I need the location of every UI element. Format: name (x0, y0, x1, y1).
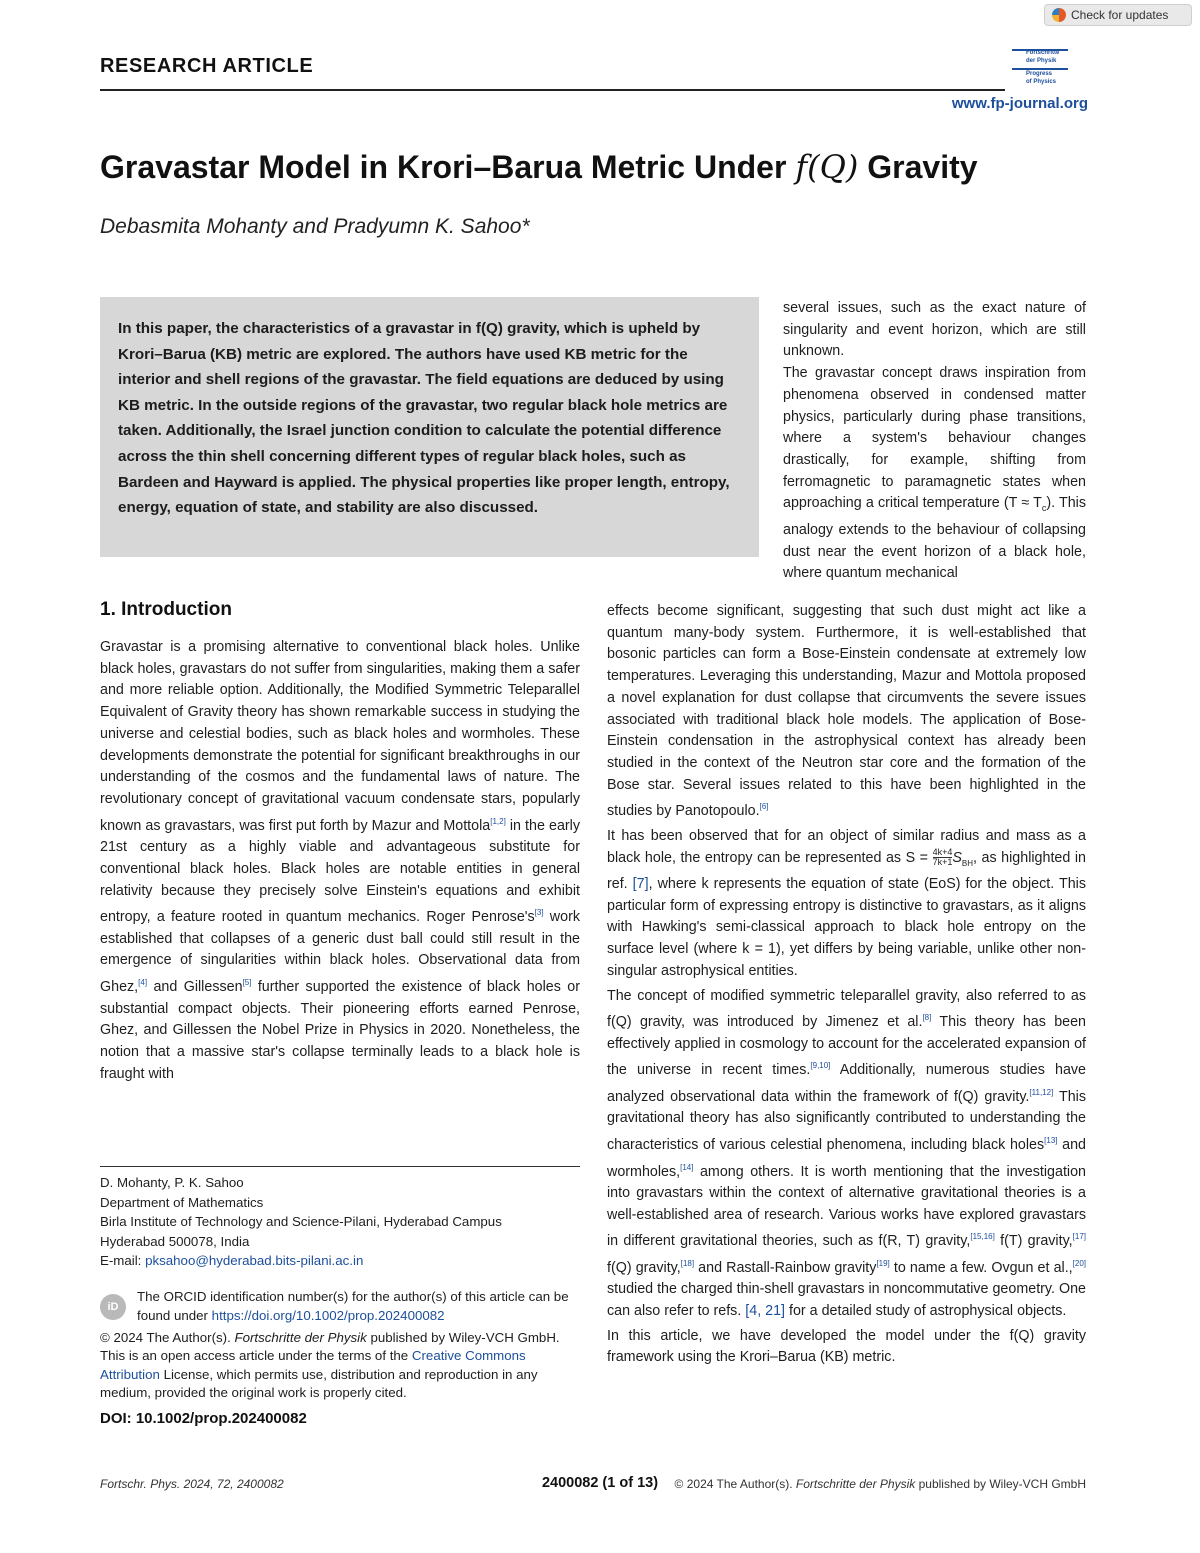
citation-link[interactable]: [8] (922, 1013, 932, 1023)
affiliation-department: Department of Mathematics (100, 1194, 264, 1210)
paragraph-gravastar-concept: The gravastar concept draws inspiration from phenomena observed in condensed matter physics, particularly during phase transitions, where a system's behaviour changes drastically, for example, shifting from ferromagnetic to paramagnetic states when approaching a critical temperature $(T \approx T_c)$. This analogy extends to the behaviour of collapsing dust near the event horizon of a black hole, where quantum mechanical (783, 365, 1086, 582)
abstract-text: In this paper, the characteristics of a gravastar in f(Q) gravity, which is upheld by Krori–Barua (KB) metric are explored. The authors have used KB metric for the interior and shell regions of the gravastar. The field equations are deduced by using KB metric. In the outside regions of the gravastar, two regular black hole metrics are taken. Additionally, the Israel junction condition to calculate the potential difference across the thin shell concerning different types of regular black holes, such as Bardeen and Hayward is applied. The physical properties like proper length, entropy, energy, equation of state, and stability are also discussed. (118, 320, 730, 517)
paragraph-fq-gravity: The concept of modified symmetric teleparallel gravity, also referred to as f(Q) gravity, was introduced by Jimenez et al.[8] This theory has been effectively applied in cosmology to account for the accelerated expansion of the universe in recent times.[9,10] Additionally, numerous studies have analyzed observational data within the framework of f(Q) gravity.[11,12] This gravitational theory has also significantly contributed to understanding the characteristics of various celestial phenomena, including black holes[13] and wormholes,[14] among others. It is worth mentioning that the investigation into gravastars within the context of alternative gravitational theories is a well-established area of research. Various works have explored gravastars in different gravitational theories, such as f(R, T) gravity,[15,16] f(T) gravity,[17] f(Q) gravity,[18] and Rastall-Rainbow gravity[19] to name a few. Ovgun et al.,[20] studied the charged thin-shell gravastars in noncommutative geometry. One can also refer to refs. [4, 21] for a detailed study of astrophysical objects. (607, 987, 1086, 1320)
citation-link[interactable]: [11,12] (1029, 1087, 1054, 1097)
citation-link[interactable]: [20] (1072, 1258, 1086, 1268)
title-math: f(Q) (795, 148, 859, 186)
affiliation-institution: Birla Institute of Technology and Science-Pilani, Hyderabad Campus (100, 1214, 502, 1230)
paragraph-intro-1: Gravastar is a promising alternative to conventional black holes. Unlike black holes, gravastars do not suffer from singularities, making them a safer and more reliable option. Additionally, the Modified Symmetric Teleparallel Equivalent of Gravity theory has shown remarkable success in studying the universe and celestial bodies, such as black holes and wormholes. These developments demonstrate the potential for significant breakthroughs in our understanding of the cosmos and the fundamental laws of nature. The revolutionary concept of gravitational vacuum condensate stars, popularly known as gravastars, was first put forth by Mazur and Mottola[1,2] in the early 21st century as a highly viable and advantageous substitute for conventional black holes. Black holes are notable entities in general relativity because they precisely solve Einstein's equations and exhibit entropy, a feature rooted in quantum mechanics. Roger Penrose's[3] work established that collapses of a generic dust ball could still result in the emergence of singularities within black holes. Observational data from Ghez,[4] and Gillessen[5] further supported the existence of black holes or substantial compact objects. Their pioneering efforts earned Penrose, Ghez, and Gillessen the Nobel Prize in Physics in 2020. Nonetheless, the notion that a massive star's collapse terminally leads to a black hole is fraught with (100, 639, 580, 1082)
license-link[interactable]: Creative Commons Attribution (100, 1348, 526, 1382)
email-link[interactable]: pksahoo@hyderabad.bits-pilani.ac.in (145, 1253, 364, 1269)
logo-line-4: of Physics (1026, 79, 1057, 85)
affiliation-address: Hyderabad 500078, India (100, 1233, 250, 1249)
citation-link[interactable]: [14] (680, 1162, 694, 1172)
logo-line-3: Progress (1026, 71, 1053, 77)
citation-link[interactable]: [5] (242, 978, 252, 988)
header-divider (100, 89, 1005, 91)
citation-link[interactable]: [9,10] (810, 1061, 831, 1071)
title-text-after: Gravity (858, 149, 978, 185)
crossmark-icon (1052, 8, 1066, 22)
doi-label: DOI: 10.1002/prop.202400082 (100, 1410, 307, 1427)
paragraph-this-article: In this article, we have developed the model under the f(Q) gravity framework using the Krori–Barua (KB) metric. (607, 1327, 1086, 1366)
orcid-doi-link[interactable]: https://doi.org/10.1002/prop.202400082 (211, 1307, 445, 1323)
logo-line-2: der Physik (1026, 58, 1057, 64)
paragraph-continuation: several issues, such as the exact nature of singularity and event horizon, which are still unknown. (783, 300, 1086, 360)
paragraph-continuation-2: effects become significant, suggesting that such dust might act like a quantum many-body system. Furthermore, it is well-established that bosonic particles can form a Bose-Einstein condensate at extremely low temperatures. Leveraging this understanding, Mazur and Mottola proposed a novel explanation for dust collapse that circumvents the severe issues associated with traditional black hole models. The application of Bose-Einstein condensation in the astrophysical context has already been studied in the context of the Neutron star core and the formation of the Bose star. Several issues related to this have been highlighted in the studies by Panotopoulo.[6] (607, 603, 1086, 820)
footer-page-number: 2400082 (1 of 13) (541, 1475, 659, 1491)
affiliation-block (100, 1173, 580, 1271)
author-list: Debasmita Mohanty and Pradyumn K. Sahoo* (100, 215, 530, 238)
citation-link[interactable]: [3] (534, 908, 544, 918)
right-column-top (783, 298, 1086, 585)
orcid-icon: iD (100, 1294, 126, 1320)
title-text-before: Gravastar Model in Krori–Barua Metric Under (100, 149, 796, 185)
citation-link[interactable]: [15,16] (970, 1232, 995, 1242)
citation-link[interactable]: [4, 21] (745, 1303, 786, 1320)
citation-link[interactable]: [7] (632, 876, 649, 893)
citation-link[interactable]: [17] (1072, 1232, 1086, 1242)
affiliation-email-row: E-mail: pksahoo@hyderabad.bits-pilani.ac.in (100, 1253, 364, 1269)
citation-link[interactable]: [6] (759, 802, 769, 812)
affiliation-names: D. Mohanty, P. K. Sahoo (100, 1175, 244, 1190)
citation-link[interactable]: [4] (138, 978, 148, 988)
license-note: © 2024 The Author(s). Fortschritte der Physik published by Wiley-VCH GmbH. This is an open access article under the terms of the Creative Commons Attribution License, which permits use, distribution and reproduction in any medium, provided the original work is properly cited. (100, 1330, 560, 1400)
logo-line-1: Fortschritte (1026, 50, 1060, 56)
orcid-note: The ORCID identification number(s) for the author(s) of this article can be found under https://doi.org/10.1002/prop.202400082 (137, 1289, 569, 1323)
check-for-updates-button[interactable] (1044, 4, 1192, 26)
article-title (100, 148, 978, 186)
paragraph-entropy: It has been observed that for an object of similar radius and mass as a black hole, the entropy can be represented as S = $\frac{4k+4}{7k+1}$ $S_{BH}$, as highlighted in ref. [7], where k represents the equation of state (EoS) for the object. This particular form of expressing entropy is distinctive to gravastars, as it aligns with Hawking's semi-classical approach to black hole entropy on the surface level (where k = 1), yet differs by being variable, unlike other non-singular astrophysical entities. (607, 827, 1086, 979)
citation-link[interactable]: [13] (1044, 1136, 1058, 1146)
section-heading-introduction: 1. Introduction (100, 599, 232, 620)
left-column-intro (100, 637, 580, 1085)
journal-logo (1012, 49, 1068, 89)
check-for-updates-label: Check for updates (1071, 8, 1169, 22)
citation-link[interactable]: [19] (876, 1258, 890, 1268)
right-column-main (607, 601, 1086, 1369)
footer-copyright: © 2024 The Author(s). Fortschritte der Physik published by Wiley-VCH GmbH (674, 1477, 1086, 1491)
article-type: RESEARCH ARTICLE (100, 55, 314, 77)
journal-url-link[interactable]: www.fp-journal.org (951, 95, 1088, 112)
citation-link[interactable]: [18] (680, 1258, 695, 1268)
footnote-divider (100, 1166, 580, 1167)
footer-citation: Fortschr. Phys. 2024, 72, 2400082 (100, 1477, 284, 1491)
citation-link[interactable]: [1,2] (490, 816, 506, 826)
